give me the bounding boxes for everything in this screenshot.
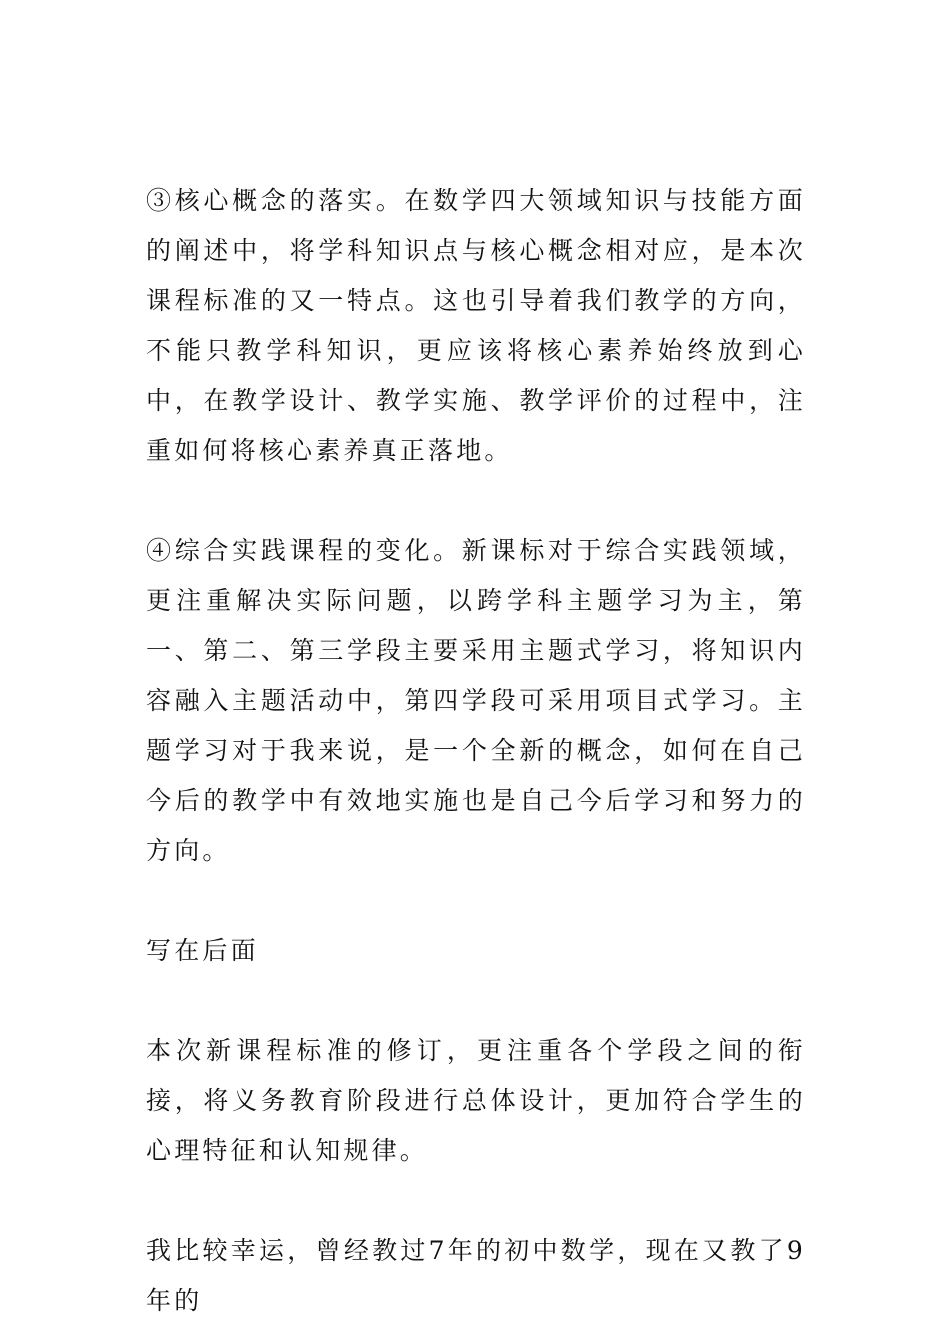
paragraph-revision-summary: 本次新课程标准的修订，更注重各个学段之间的衔接，将义务教育阶段进行总体设计，更加符合学生的心理特征和认知规律。 [146,1036,806,1165]
section-heading-afterword: 写在后面 [146,936,259,965]
paragraph-gap [146,476,806,526]
paragraph-gap [146,1176,806,1226]
document-body [146,176,806,1326]
paragraph-personal-experience: 我比较幸运，曾经教过7年的初中数学，现在又教了9年的 [146,1236,806,1315]
paragraph-core-concepts: ③核心概念的落实。在数学四大领域知识与技能方面的阐述中，将学科知识点与核心概念相对应，是本次课程标准的又一特点。这也引导着我们教学的方向，不能只教学科知识，更应该将核心素养始终放到心中，在教学设计、教学实施、教学评价的过程中，注重如何将核心素养真正落地。 [146,186,806,465]
paragraph-gap [146,976,806,1026]
paragraph-gap [146,876,806,926]
paragraph-integrated-practice: ④综合实践课程的变化。新课标对于综合实践领域，更注重解决实际问题，以跨学科主题学习为主，第一、第二、第三学段主要采用主题式学习，将知识内容融入主题活动中，第四学段可采用项目式学习。主题学习对于我来说，是一个全新的概念，如何在自己今后的教学中有效地实施也是自己今后学习和努力的方向。 [146,536,806,865]
